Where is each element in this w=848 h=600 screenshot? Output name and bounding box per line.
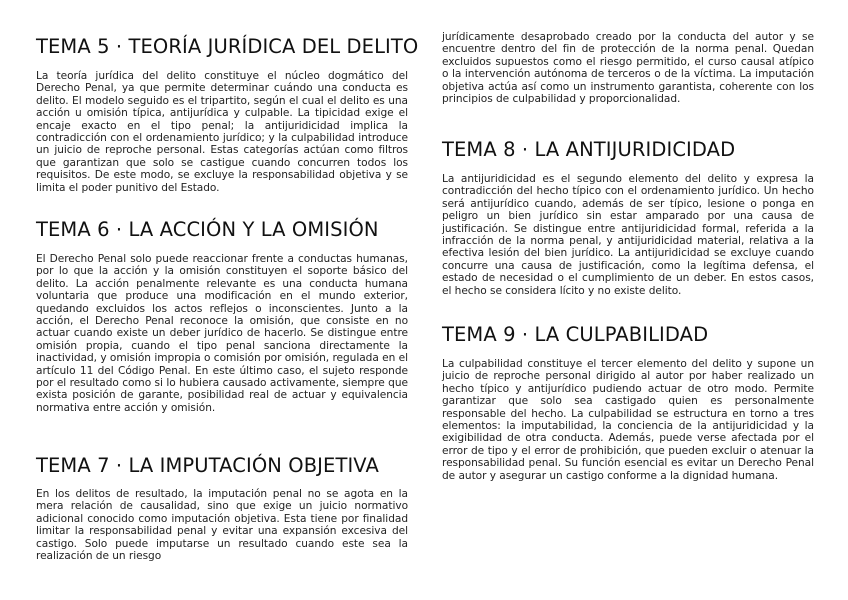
section-tema-7 [36,454,408,562]
section-heading: TEMA 9 · LA CULPABILIDAD [442,323,709,346]
section-heading: TEMA 7 · LA IMPUTACIÓN OBJETIVA [36,454,379,477]
section-body: La antijuridicidad es el segundo elemento del delito y expresa la contradicción del hecho típico con el ordenamiento jurídico. Un hecho será antijurídico cuando, además de ser típico, lesione o ponga en peligro un bien jurídico sin estar amparado por una causa de justificación. Se distingue entre antijuridicidad formal, referida a la infracción de la norma penal, y antijuridicidad material, relativa a la efectiva lesión del bien jurídico. La antijuridicidad se excluye cuando concurre una causa de justificación, como la legítima defensa, el estado de necesidad o el cumplimiento de un deber. En estos casos, el hecho se considera lícito y no existe delito. [442,173,814,297]
section-heading: TEMA 6 · LA ACCIÓN Y LA OMISIÓN [36,218,379,241]
section-body: La teoría jurídica del delito constituye el núcleo dogmático del Derecho Penal, ya que permite determinar cuándo una conducta es delito. El modelo seguido es el tripartito, según el cual el delito es una acción u omisión típica, antijurídica y culpable. La tipicidad exige el encaje exacto en el tipo penal; la antijuridicidad implica la contradicción con el ordenamiento jurídico; y la culpabilidad introduce un juicio de reproche personal. Estas categorías actúan como filtros que garantizan que solo se castigue cuando concurren todos los requisitos. De este modo, se excluye la responsabilidad objetiva y se limita el poder punitivo del Estado. [36,70,408,194]
section-tema-8 [442,138,814,297]
section-tema-7-continued [442,31,814,105]
section-tema-5 [36,35,419,194]
section-body: El Derecho Penal solo puede reaccionar frente a conductas humanas, por lo que la acción y la omisión constituyen el soporte básico del delito. La acción penalmente relevante es una conducta humana voluntaria que produce una modificación en el mundo exterior, quedando excluidos los actos reflejos o inconscientes. Junto a la acción, el Derecho Penal reconoce la omisión, que consiste en no actuar cuando existe un deber jurídico de hacerlo. Se distingue entre omisión propia, cuando el tipo penal sanciona directamente la inactividad, y omisión impropia o comisión por omisión, regulada en el artículo 11 del Código Penal. En este último caso, el sujeto responde por el resultado como si lo hubiera causado activamente, siempre que exista posición de garante, posibilidad real de actuar y equivalencia normativa entre acción y omisión. [36,253,408,414]
section-tema-6 [36,218,408,414]
section-body: jurídicamente desaprobado creado por la conducta del autor y se encuentre dentro del fin de protección de la norma penal. Quedan excluidos supuestos como el riesgo permitido, el curso causal atípico o la intervención autónoma de terceros o de la víctima. La imputación objetiva actúa así como un instrumento garantista, coherente con los principios de culpabilidad y proporcionalidad. [442,31,814,106]
section-heading: TEMA 5 · TEORÍA JURÍDICA DEL DELITO [36,35,419,58]
section-body: En los delitos de resultado, la imputación penal no se agota en la mera relación de causalidad, sino que exige un juicio normativo adicional conocido como imputación objetiva. Esta tiene por finalidad limitar la responsabilidad penal y evitar una expansión excesiva del castigo. Solo puede imputarse un resultado cuando este sea la realización de un riesgo [36,488,408,563]
section-tema-9 [442,323,814,482]
section-heading: TEMA 8 · LA ANTIJURIDICIDAD [442,138,736,161]
section-body: La culpabilidad constituye el tercer elemento del delito y supone un juicio de reproche personal dirigido al autor por haber realizado un hecho típico y antijurídico pudiendo actuar de otro modo. Permite garantizar que solo sea castigado quien es personalmente responsable del hecho. La culpabilidad se estructura en torno a tres elementos: la imputabilidad, la conciencia de la antijuridicidad y la exigibilidad de otra conducta. Además, puede verse afectada por el error de tipo y el error de prohibición, que pueden excluir o atenuar la responsabilidad penal. Su función esencial es evitar un Derecho Penal de autor y asegurar un castigo conforme a la dignidad humana. [442,358,814,482]
